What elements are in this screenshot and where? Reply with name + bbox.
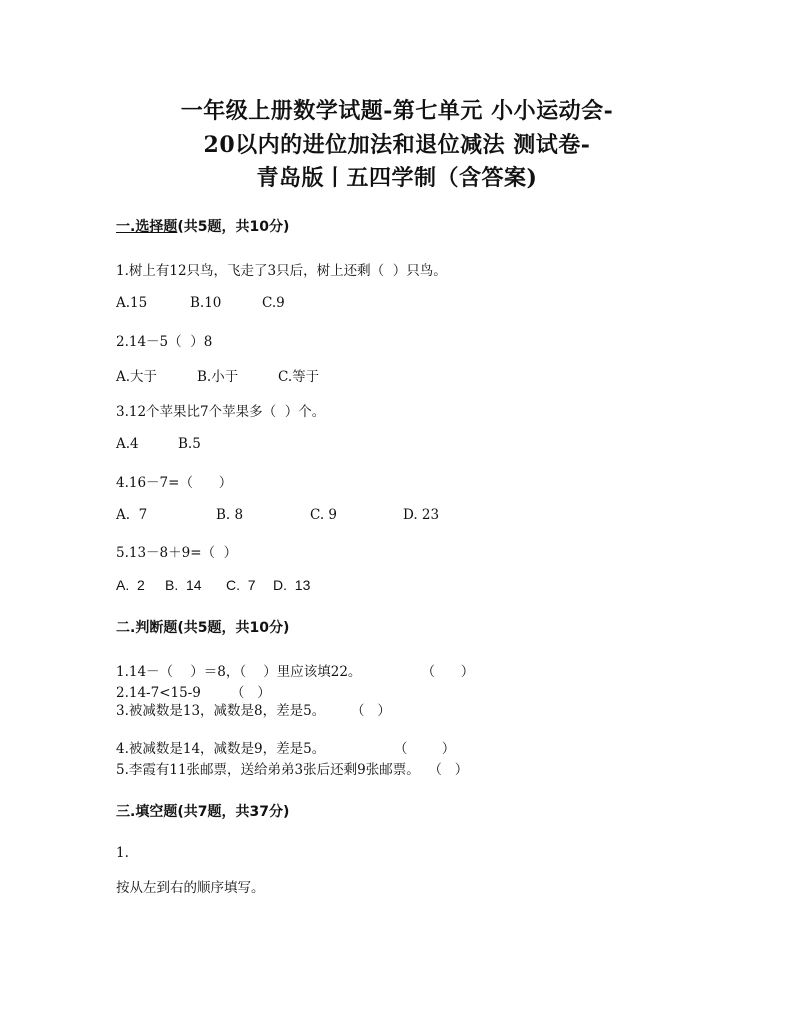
option-1-3-b: B.5	[178, 436, 201, 452]
option-1-5-b: B. 14	[165, 577, 202, 593]
title-line-2: 20以内的进位加法和退位减法 测试卷-	[203, 132, 591, 158]
option-1-2-b: B.小于	[197, 369, 239, 385]
section-1-heading-prefix: 一.选择题	[116, 219, 178, 235]
section-1-heading-suffix: (共5题，共10分)	[177, 219, 290, 235]
question-1-4: 4.16－7=（ ）	[116, 475, 233, 491]
judge-question-5: 5.李霞有11张邮票，送给弟弟3张后还剩9张邮票。 （ ）	[116, 762, 469, 778]
option-1-1-c: C.9	[262, 295, 285, 311]
title-line-1: 一年级上册数学试题-第七单元 小小运动会-	[180, 98, 614, 124]
option-1-4-d: D. 23	[403, 507, 440, 523]
option-1-4-b: B. 8	[216, 507, 244, 523]
question-1-1: 1.树上有12只鸟，飞走了3只后，树上还剩（ ）只鸟。	[116, 263, 447, 279]
fill-question-1-number: 1.	[116, 845, 129, 861]
fill-question-1-instruction: 按从左到右的顺序填写。	[116, 880, 265, 896]
question-1-5: 5.13－8＋9=（ ）	[116, 545, 238, 561]
judge-question-4: 4.被减数是14，减数是9，差是5。 （ ）	[116, 741, 456, 757]
judge-question-2: 2.14-7<15-9 （ ）	[116, 685, 271, 701]
judge-question-3: 3.被减数是13，减数是8，差是5。 （ ）	[116, 703, 391, 719]
option-1-4-a: A. 7	[116, 507, 148, 523]
judge-question-1: 1.14－（ ）＝8，（ ）里应该填22。 （ ）	[116, 664, 475, 680]
option-1-5-c: C. 7	[226, 577, 256, 593]
option-1-1-b: B.10	[190, 295, 222, 311]
option-1-5-d: D. 13	[273, 577, 311, 593]
option-1-5-a: A. 2	[116, 577, 145, 593]
section-2-heading: 二.判断题(共5题，共10分)	[116, 620, 290, 636]
question-1-2: 2.14－5（ ）8	[116, 334, 213, 350]
option-1-3-a: A.4	[116, 436, 139, 452]
option-1-4-c: C. 9	[310, 507, 338, 523]
option-1-2-c: C.等于	[278, 369, 320, 385]
option-1-1-a: A.15	[116, 295, 148, 311]
title-line-3: 青岛版丨五四学制（含答案)	[256, 165, 538, 191]
section-1-heading	[116, 216, 289, 236]
section-3-heading: 三.填空题(共7题，共37分)	[116, 804, 290, 820]
option-1-2-a: A.大于	[116, 369, 158, 385]
question-1-3: 3.12个苹果比7个苹果多（ ）个。	[116, 404, 326, 420]
